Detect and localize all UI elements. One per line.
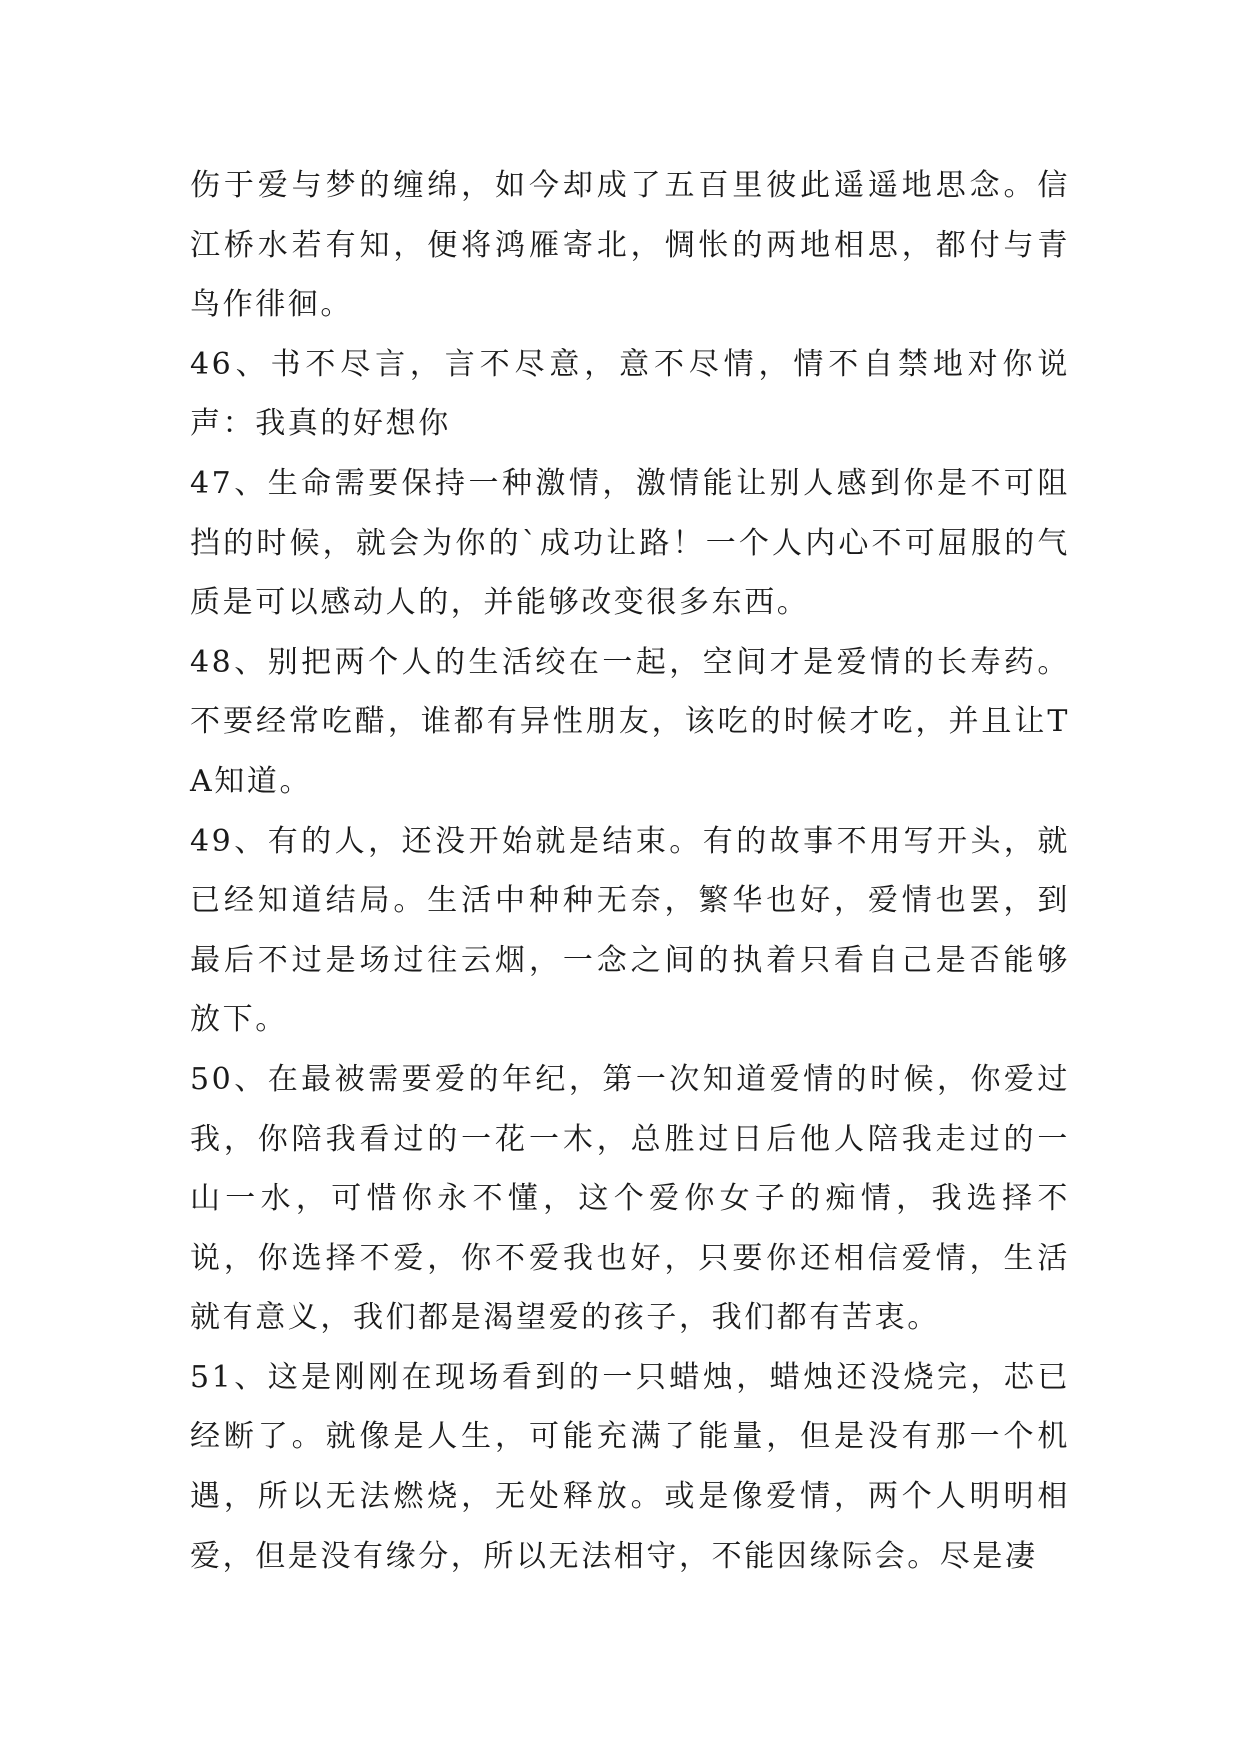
- paragraph-47: 47、生命需要保持一种激情，激情能让别人感到你是不可阻挡的时候，就会为你的`成功让路！一个人内心不可屈服的气质是可以感动人的，并能够改变很多东西。: [190, 465, 1070, 621]
- paragraph-46: 46、书不尽言，言不尽意，意不尽情，情不自禁地对你说声：我真的好想你: [190, 346, 1070, 442]
- document-body: [190, 156, 1070, 1586]
- paragraph-continuation: 伤于爱与梦的缠绵，如今却成了五百里彼此遥遥地思念。信江桥水若有知，便将鸿雁寄北，惆怅的两地相思，都付与青鸟作徘徊。: [190, 168, 1070, 323]
- paragraph-51: 51、这是刚刚在现场看到的一只蜡烛，蜡烛还没烧完，芯已经断了。就像是人生，可能充满了能量，但是没有那一个机遇，所以无法燃烧，无处释放。或是像爱情，两个人明明相爱，但是没有缘分，所以无法相守，不能因缘际会。尽是凄: [190, 1359, 1070, 1574]
- paragraph-48: 48、别把两个人的生活绞在一起，空间才是爱情的长寿药。不要经常吃醋，谁都有异性朋友，该吃的时候才吃，并且让TA知道。: [190, 644, 1070, 799]
- paragraph-49: 49、有的人，还没开始就是结束。有的故事不用写开头，就已经知道结局。生活中种种无奈，繁华也好，爱情也罢，到最后不过是场过往云烟，一念之间的执着只看自己是否能够放下。: [190, 823, 1070, 1038]
- paragraph-50: 50、在最被需要爱的年纪，第一次知道爱情的时候，你爱过我，你陪我看过的一花一木，总胜过日后他人陪我走过的一山一水，可惜你永不懂，这个爱你女子的痴情，我选择不说，你选择不爱，你不爱我也好，只要你还相信爱情，生活就有意义，我们都是渴望爱的孩子，我们都有苦衷。: [190, 1061, 1070, 1336]
